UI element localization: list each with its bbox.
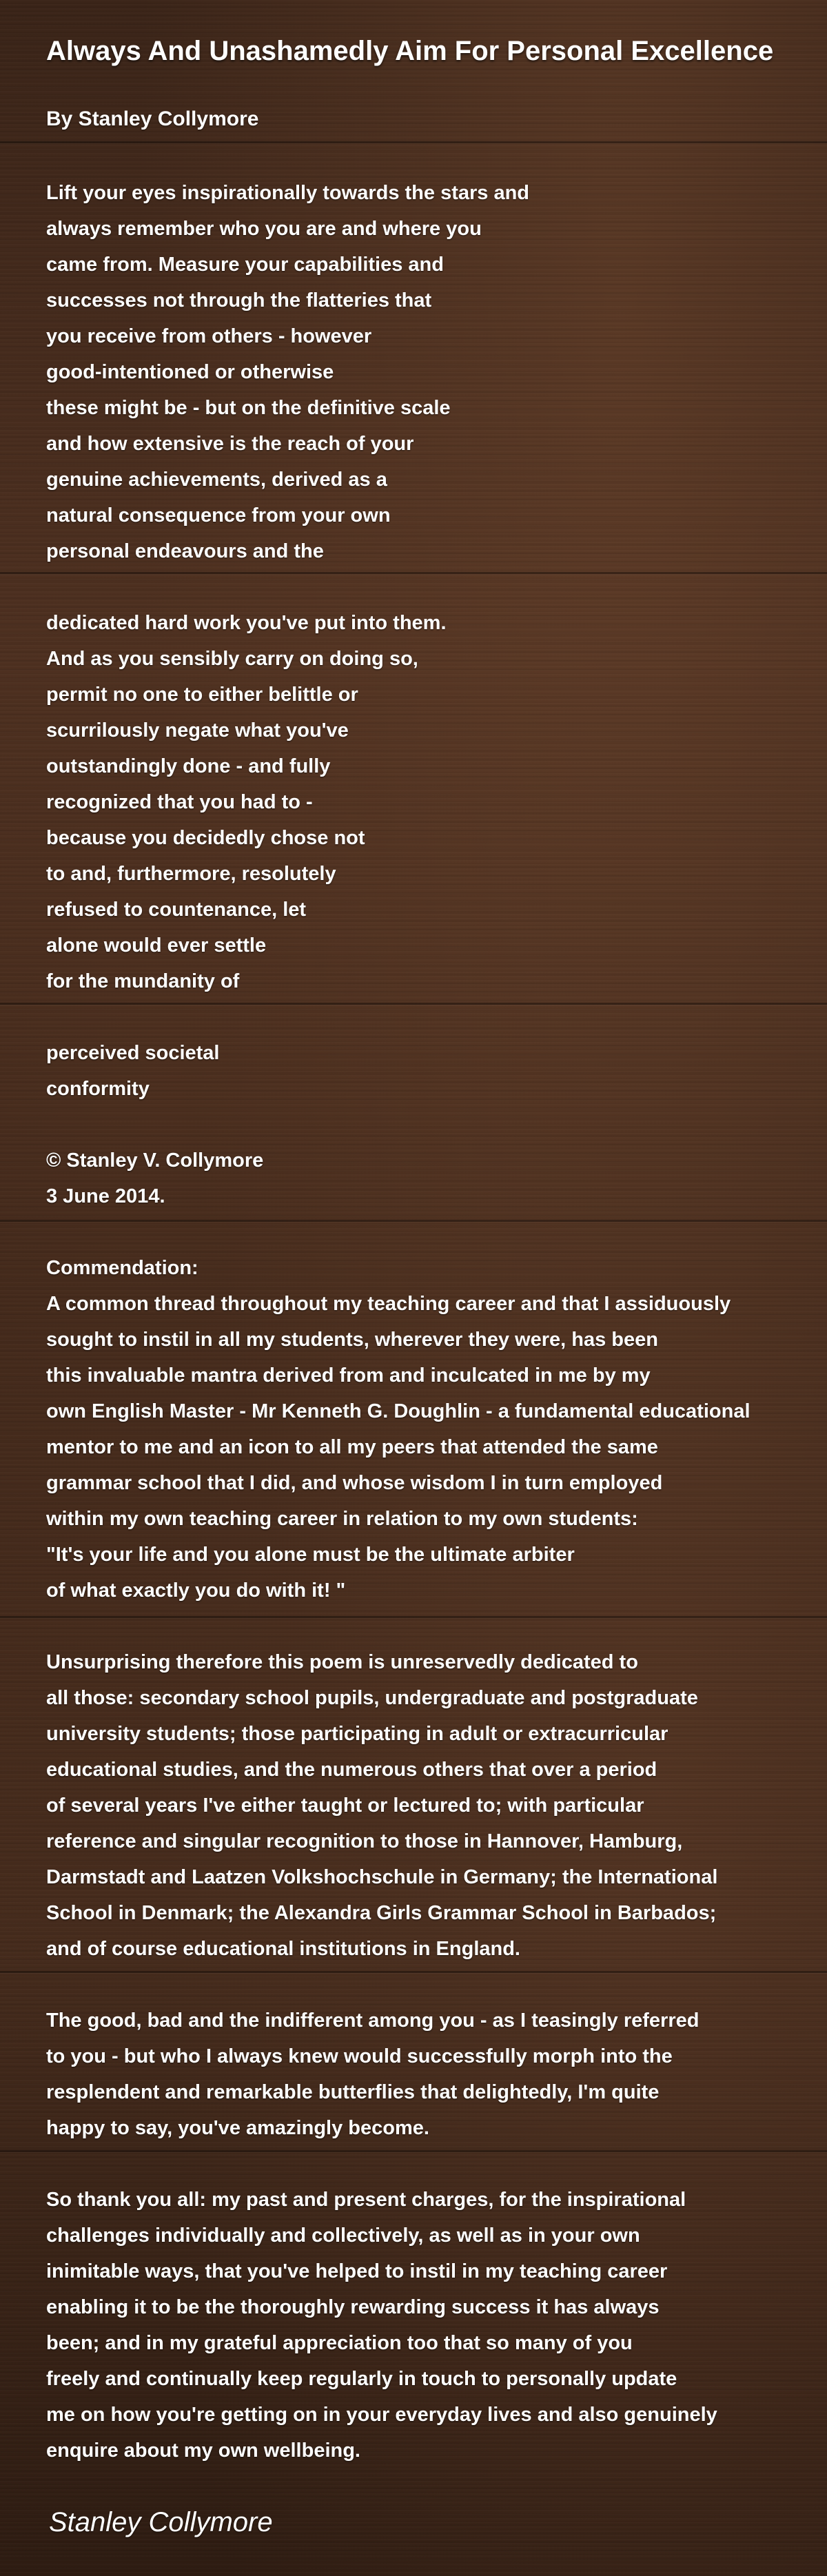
poem-line: these might be - but on the definitive scale (46, 397, 451, 419)
poem-author: By Stanley Collymore (46, 108, 259, 130)
poem-line: for the mundanity of (46, 970, 240, 992)
stanza (46, 1250, 818, 1608)
poem-line: resplendent and remarkable butterflies that delightedly, I'm quite (46, 2081, 660, 2103)
poem-line: successes not through the flatteries that (46, 289, 432, 311)
poem-line: reference and singular recognition to those in Hannover, Hamburg, (46, 1830, 683, 1852)
stanza (46, 1644, 818, 1967)
poem-line: scurrilously negate what you've (46, 719, 349, 742)
stanza (46, 1035, 818, 1107)
poem-line: personal endeavours and the (46, 540, 324, 562)
poem-line: conformity (46, 1078, 150, 1100)
poem-line: been; and in my grateful appreciation too that so many of you (46, 2332, 633, 2354)
poem-line: inimitable ways, that you've helped to instil in my teaching career (46, 2260, 668, 2282)
poem-line: came from. Measure your capabilities and (46, 254, 444, 276)
poem-line: The good, bad and the indifferent among you - as I teasingly referred (46, 2010, 700, 2032)
poem-line: outstandingly done - and fully (46, 755, 331, 777)
stanza (46, 175, 818, 569)
poem-line: So thank you all: my past and present charges, for the inspirational (46, 2189, 686, 2211)
poem-line: perceived societal (46, 1042, 220, 1064)
poem-line: this invaluable mantra derived from and inculcated in me by my (46, 1364, 651, 1387)
stanza (46, 605, 818, 999)
poem-line: always remember who you are and where you (46, 218, 482, 240)
wood-plank-seam (0, 141, 827, 143)
poem-line: of what exactly you do with it! " (46, 1580, 346, 1602)
poem-line: all those: secondary school pupils, undergraduate and postgraduate (46, 1687, 698, 1709)
poem-line: 3 June 2014. (46, 1185, 165, 1207)
poem-line: genuine achievements, derived as a (46, 469, 387, 491)
poem-line: and how extensive is the reach of your (46, 433, 414, 455)
poem-line: enquire about my own wellbeing. (46, 2440, 360, 2462)
poem-line: challenges individually and collectively, as well as in your own (46, 2225, 640, 2247)
poem-line: recognized that you had to - (46, 791, 313, 813)
poem-line: Lift your eyes inspirationally towards the stars and (46, 182, 530, 204)
poem-line: own English Master - Mr Kenneth G. Doughlin - a fundamental educational (46, 1400, 751, 1422)
poem-line: grammar school that I did, and whose wisdom I in turn employed (46, 1472, 663, 1494)
poem-line: happy to say, you've amazingly become. (46, 2117, 429, 2139)
poem-line: good-intentioned or otherwise (46, 361, 334, 383)
stanza (46, 2003, 818, 2146)
poem-line: because you decidedly chose not (46, 827, 365, 849)
poem-line: Commendation: (46, 1257, 198, 1279)
poem-title: Always And Unashamedly Aim For Personal Excellence (46, 36, 774, 66)
poem-line: Unsurprising therefore this poem is unreservedly dedicated to (46, 1651, 638, 1673)
poem-line: A common thread throughout my teaching career and that I assiduously (46, 1293, 731, 1315)
poem-body (46, 175, 818, 2468)
poem-line: within my own teaching career in relation to my own students: (46, 1508, 638, 1530)
poem-line: university students; those participating in adult or extracurricular (46, 1723, 668, 1745)
poem-line: to and, furthermore, resolutely (46, 863, 336, 885)
stanza (46, 2182, 818, 2468)
poem-line: dedicated hard work you've put into them. (46, 612, 447, 634)
poem-line: you receive from others - however (46, 325, 372, 347)
poem-line: School in Denmark; the Alexandra Girls Grammar School in Barbados; (46, 1902, 717, 1924)
poem-line: permit no one to either belittle or (46, 684, 358, 706)
poem-line: Darmstadt and Laatzen Volkshochschule in Germany; the International (46, 1866, 718, 1888)
poem-line: sought to instil in all my students, wherever they were, has been (46, 1329, 658, 1351)
poem-line: mentor to me and an icon to all my peers that attended the same (46, 1436, 658, 1458)
poem-line: and of course educational institutions in England. (46, 1938, 520, 1960)
poem-line: enabling it to be the thoroughly rewarding success it has always (46, 2296, 660, 2318)
poem-line: natural consequence from your own (46, 504, 391, 527)
poem-line: educational studies, and the numerous others that over a period (46, 1759, 657, 1781)
poem-line: me on how you're getting on in your everyday lives and also genuinely (46, 2404, 717, 2426)
poem-line: alone would ever settle (46, 934, 267, 957)
author-signature: Stanley Collymore (49, 2507, 273, 2537)
poem-line: "It's your life and you alone must be the ultimate arbiter (46, 1544, 575, 1566)
poem-line: of several years I've either taught or lectured to; with particular (46, 1795, 644, 1817)
poem-line: © Stanley V. Collymore (46, 1149, 264, 1172)
poem-line: freely and continually keep regularly in touch to personally update (46, 2368, 677, 2390)
poem-line: And as you sensibly carry on doing so, (46, 648, 418, 670)
stanza (46, 1143, 818, 1214)
poem-line: refused to countenance, let (46, 899, 307, 921)
poem-line: to you - but who I always knew would successfully morph into the (46, 2045, 673, 2067)
